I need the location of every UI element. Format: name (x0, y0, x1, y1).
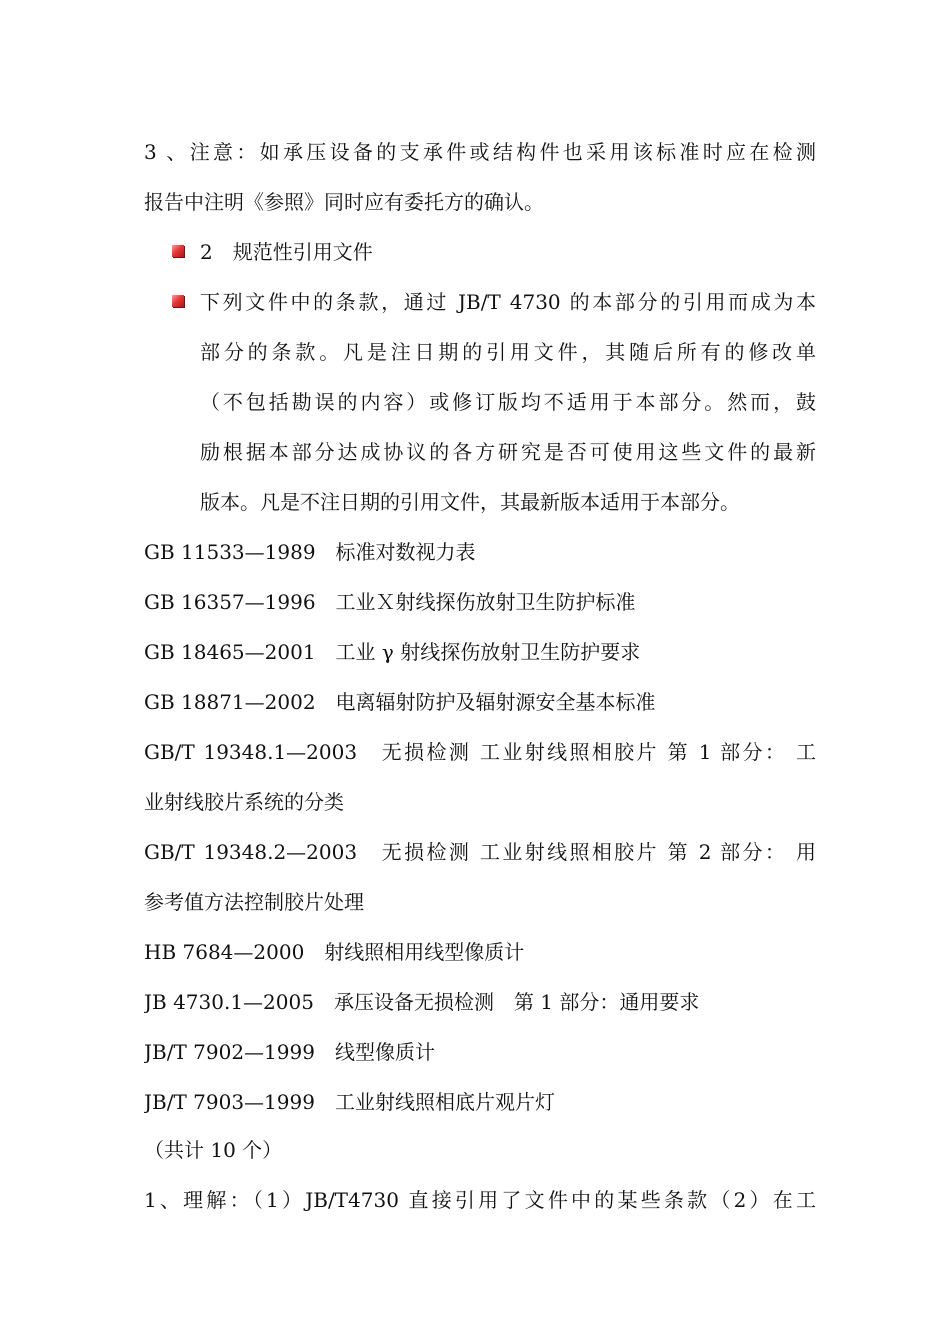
intro-paragraph-line: （不包括勘误的内容）或修订版均不适用于本部分。然而，鼓 (200, 390, 816, 414)
note-line-2: 报告中注明《参照》同时应有委托方的确认。 (144, 190, 544, 214)
section-heading: 2 规范性引用文件 (200, 240, 373, 264)
reference-item: GB 11533—1989 标准对数视力表 (144, 540, 476, 564)
intro-paragraph-line: 版本。凡是不注日期的引用文件，其最新版本适用于本部分。 (200, 490, 740, 514)
intro-paragraph-line: 下列文件中的条款，通过 JB/T 4730 的本部分的引用而成为本 (200, 290, 816, 314)
reference-item: GB 18465—2001 工业 γ 射线探伤放射卫生防护要求 (144, 640, 641, 664)
intro-paragraph-line: 部分的条款。凡是注日期的引用文件，其随后所有的修改单 (200, 340, 816, 364)
reference-item: GB 18871—2002 电离辐射防护及辐射源安全基本标准 (144, 690, 656, 714)
red-square-bullet-icon (172, 295, 184, 307)
reference-item: GB/T 19348.1—2003 无损检测 工业射线照相胶片 第 1 部分： 工 (144, 740, 816, 764)
reference-item: JB 4730.1—2005 承压设备无损检测 第 1 部分：通用要求 (144, 990, 700, 1014)
total-count-note: （共计 10 个） (144, 1138, 283, 1162)
red-square-bullet-icon (172, 245, 184, 257)
reference-item: GB 16357—1996 工业Ｘ射线探伤放射卫生防护标准 (144, 590, 636, 614)
reference-item-continuation: 业射线胶片系统的分类 (144, 790, 344, 814)
understanding-line: 1、理解：（1）JB/T4730 直接引用了文件中的某些条款（2）在工 (144, 1188, 816, 1212)
reference-item: GB/T 19348.2—2003 无损检测 工业射线照相胶片 第 2 部分： 用 (144, 840, 816, 864)
reference-item: JB/T 7902—1999 线型像质计 (144, 1040, 435, 1064)
reference-item: JB/T 7903—1999 工业射线照相底片观片灯 (144, 1090, 555, 1114)
note-line-1: 3 、注意：如承压设备的支承件或结构件也采用该标准时应在检测 (144, 140, 816, 164)
intro-paragraph-line: 励根据本部分达成协议的各方研究是否可使用这些文件的最新 (200, 440, 816, 464)
reference-item: HB 7684—2000 射线照相用线型像质计 (144, 940, 525, 964)
reference-item-continuation: 参考值方法控制胶片处理 (144, 890, 364, 914)
